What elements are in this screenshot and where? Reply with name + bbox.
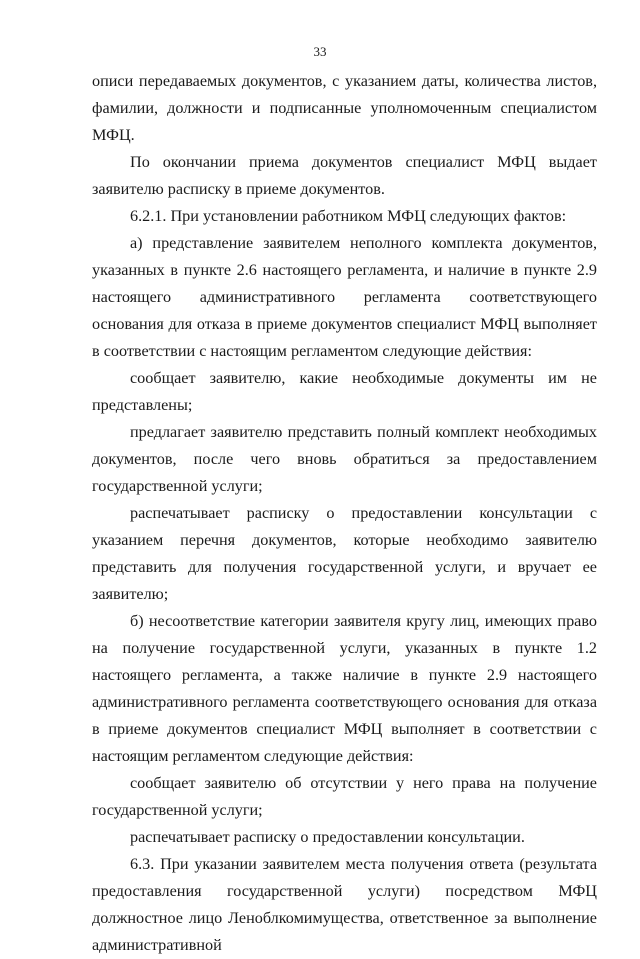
paragraph: 6.3. При указании заявителем места получения ответа (результата предоставления государственной услуги) посредством МФЦ должностное лицо Леноблкомимущества, ответственное за выполнение административной [92,855,597,954]
document-body [92,68,597,959]
paragraph: а) представление заявителем неполного комплекта документов, указанных в пункте 2.6 настоящего регламента, и наличие в пункте 2.9 настоящего административного регламента соответствующего основания для отказа в приеме документов специалист МФЦ выполняет в соответствии с настоящим регламентом следующие действия: [92,234,597,360]
paragraph: распечатывает расписку о предоставлении консультации с указанием перечня документов, которые необходимо заявителю представить для получения государственной услуги, и вручает ее заявителю; [92,504,597,603]
paragraph: 6.2.1. При установлении работником МФЦ следующих фактов: [130,207,567,225]
paragraph: сообщает заявителю об отсутствии у него права на получение государственной услуги; [92,774,597,819]
paragraph: б) несоответствие категории заявителя кругу лиц, имеющих право на получение государственной услуги, указанных в пункте 1.2 настоящего регламента, а также наличие в пункте 2.9 настоящего административного регламента соответствующего основания для отказа в приеме документов специалист МФЦ выполняет в соответствии с настоящим регламентом следующие действия: [92,612,597,765]
page-number: 33 [313,44,327,59]
paragraph: предлагает заявителю представить полный комплект необходимых документов, после чего вновь обратиться за предоставлением государственной услуги; [92,423,597,495]
paragraph: распечатывает расписку о предоставлении консультации. [130,828,525,846]
paragraph: сообщает заявителю, какие необходимые документы им не представлены; [92,369,597,414]
paragraph: По окончании приема документов специалист МФЦ выдает заявителю расписку в приеме документов. [92,153,597,198]
paragraph: описи передаваемых документов, с указанием даты, количества листов, фамилии, должности и подписанные уполномоченным специалистом МФЦ. [92,72,597,144]
